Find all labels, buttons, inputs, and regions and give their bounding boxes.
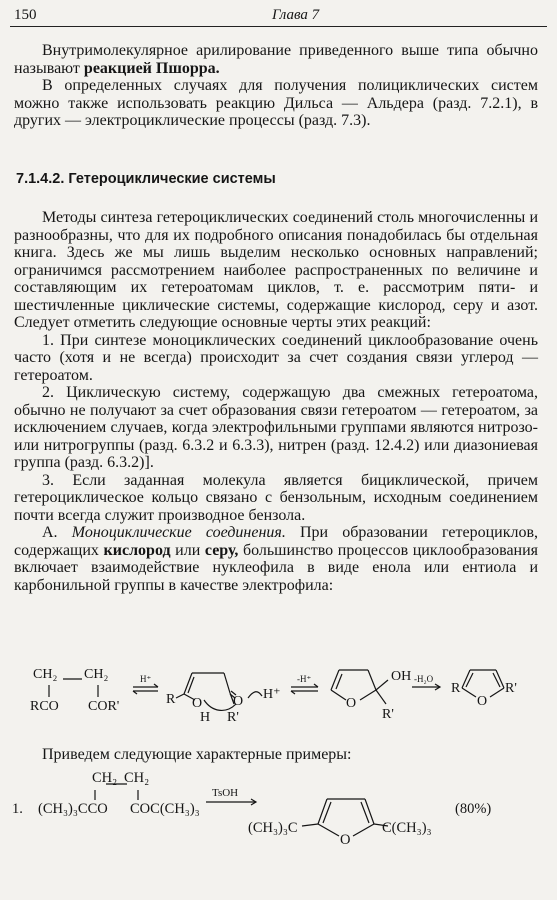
enol-rprime-label: R' <box>227 710 239 725</box>
example-1-scheme <box>0 768 557 848</box>
body-p5-d: большинство процессов циклообразования включает взаимодействие нуклеофила в виде енола или ентиола и карбонильной группы в качестве электрофила: <box>14 541 539 594</box>
paal-knorr-mechanism-scheme <box>0 660 557 725</box>
furan-r-label: R <box>451 681 461 696</box>
proton-label: H⁺ <box>263 687 281 702</box>
ring-bond <box>184 673 192 694</box>
examples-intro-text: Приведем следующие характерные примеры: <box>42 746 352 763</box>
arrow3-label: -H₂O <box>414 674 434 684</box>
running-header <box>14 7 543 25</box>
section-heading: 7.1.4.2. Гетероциклические системы <box>16 171 276 187</box>
body-paragraph-2: 1. При синтезе моноциклических соединений циклообразование очень часто (хотя и не всегда) происходит за счет создания связи углерод — гетероатом. <box>14 331 538 384</box>
furan-o-label: O <box>477 694 488 709</box>
monocyclic-term: Моноциклические соединения. <box>71 524 286 541</box>
furan-bond <box>490 688 504 697</box>
furan-bond <box>353 824 374 836</box>
tbu-left-bond <box>302 824 318 826</box>
hemiketal-rprime-label: R' <box>382 707 394 722</box>
rprime-bond <box>376 690 386 704</box>
body-paragraph-3: 2. Циклическую систему, содержащую два смежных гетероатома, обычно не получают за счет образования связи гетероатом — гетероатом, за исключением случаев, когда электрофильными группами являются нитрозо- или нитрогруппы (разд. 6.3.2 и 6.3.3), нитрен (разд. 12.4.2) или диазониевая группа (разд. 6.3.2)]. <box>14 384 538 471</box>
body-p5-a: А. <box>42 524 72 541</box>
carbonyl-o-label: O <box>233 694 244 709</box>
enol-r-label: R <box>166 692 176 707</box>
right-acyl-group: COC(CH₃)₃ <box>130 801 200 817</box>
product-right-group: C(CH₃)₃ <box>382 820 432 836</box>
chapter-title: Глава 7 <box>272 7 320 23</box>
ch2-left-label: CH₂ <box>33 667 58 682</box>
furan-double-bond <box>493 673 500 687</box>
enol-h-label: H <box>200 710 211 725</box>
rco-label: RCO <box>30 699 59 714</box>
product-left-group: (CH₃)₃C <box>248 820 298 836</box>
enol-o-label: O <box>192 696 203 711</box>
product-o-label: O <box>340 832 351 848</box>
body-p5-c: или <box>170 541 205 559</box>
intro-paragraph-1 <box>14 42 538 77</box>
arrow1-label: H⁺ <box>140 674 152 684</box>
body-text <box>14 209 538 594</box>
arrow2-label: -H⁺ <box>297 674 312 684</box>
ring-bond <box>224 673 230 693</box>
body-paragraph-4: 3. Если заданная молекула является бициклической, причем гетероциклическое кольцо связано с бензольным, исходным соединением почти всегда служит производное бензола. <box>14 471 538 524</box>
proton-arrow <box>248 692 262 698</box>
r-bond <box>176 694 184 698</box>
ch2-right-label: CH₂ <box>84 667 109 682</box>
page-number: 150 <box>14 7 37 23</box>
ring-double-bond <box>188 677 194 693</box>
furan-double-bond <box>466 673 473 687</box>
header-rule <box>10 26 547 27</box>
ring-bond <box>360 690 376 700</box>
intro-p1-text: Внутримолекулярное арилирование приведенного выше типа обычно называют <box>14 42 538 77</box>
furan-bond <box>318 824 339 836</box>
body-paragraph-1: Методы синтеза гетероциклических соединений столь многочисленны и разнообразны, что для их подробного описания понадобилась бы отдельная книга. Здесь же мы лишь выделим несколько основных направлений; ограничимся рассмотрением наиболее распространенных по величине и составляющим их гетероатомам циклов, т. е. рассмотрим пяти- и шестичленные циклические системы, содержащие кислород, серу и азот. Следует отметить следующие основные черты этих реакций: <box>14 209 538 331</box>
pschorr-reaction-term: реакцией Пшорра. <box>83 59 220 77</box>
ring-bond <box>331 670 339 690</box>
yield-label: (80%) <box>455 801 492 817</box>
ring-bond <box>331 690 346 700</box>
furan-bond <box>462 670 470 688</box>
cor-label: COR' <box>88 699 120 714</box>
body-paragraph-5 <box>14 524 538 594</box>
ch2-left-label: CH₂ <box>92 770 118 786</box>
left-acyl-group: (CH₃)₃CCO <box>38 801 108 817</box>
oxygen-term: кислород <box>103 541 171 559</box>
intro-text <box>14 42 538 130</box>
intro-paragraph-2: В определенных случаях для получения полициклических систем можно также использовать реакцию Дильса — Альдера (разд. 7.2.1), в других — электроциклические процессы (разд. 7.3). <box>14 77 538 129</box>
ch2-right-label: CH₂ <box>124 770 150 786</box>
oh-bond <box>376 680 388 690</box>
furan-bond <box>462 688 476 697</box>
body-p5-b: При образовании гетероциклов, содержащих <box>14 524 538 559</box>
furan-bond <box>496 670 504 688</box>
example-number: 1. <box>12 801 23 817</box>
furan-rprime-label: R' <box>505 681 517 696</box>
hemiketal-o-label: O <box>346 696 357 711</box>
reagent-label: TsOH <box>212 787 239 799</box>
furan-bond <box>365 799 374 824</box>
ring-bond <box>368 670 376 690</box>
hydroxyl-label: OH <box>391 669 412 684</box>
sulfur-term: серу, <box>204 541 239 559</box>
electron-push-arrow <box>204 700 236 710</box>
examples-intro <box>14 746 538 764</box>
furan-bond <box>318 799 327 824</box>
